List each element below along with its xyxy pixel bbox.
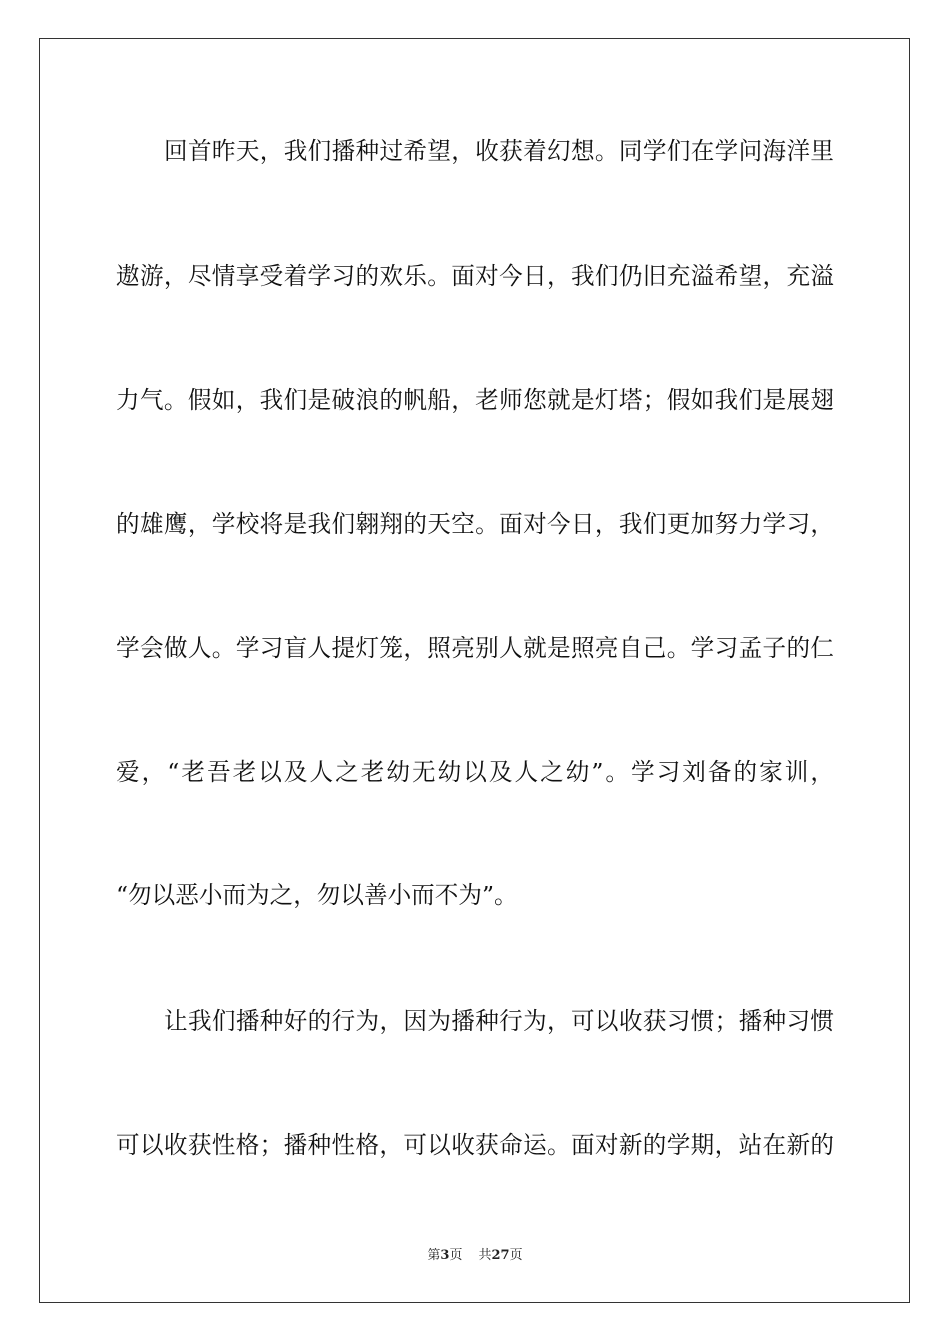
current-page-number: 3 [440, 1248, 450, 1263]
paragraph-1-line-3: 力气。假如，我们是破浪的帆船，老师您就是灯塔；假如我们是展翅 [116, 386, 834, 414]
page-footer [0, 1247, 950, 1265]
page-suffix: 页 [449, 1248, 463, 1263]
page-prefix: 第 [427, 1248, 441, 1263]
paragraph-2-line-1: 让我们播种好的行为，因为播种行为，可以收获习惯；播种习惯 [164, 1007, 834, 1035]
paragraph-1-line-1: 回首昨天，我们播种过希望，收获着幻想。同学们在学问海洋里 [164, 137, 834, 165]
total-suffix: 页 [509, 1248, 523, 1263]
total-page-count: 27 [491, 1248, 510, 1263]
paragraph-1-line-6: 爱，“老吾老以及人之老幼无幼以及人之幼”。学习刘备的家训， [116, 758, 834, 786]
paragraph-1-line-2: 遨游，尽情享受着学习的欢乐。面对今日，我们仍旧充溢希望，充溢 [116, 262, 834, 290]
paragraph-1-line-5: 学会做人。学习盲人提灯笼，照亮别人就是照亮自己。学习孟子的仁 [116, 634, 834, 662]
paragraph-2-line-2: 可以收获性格；播种性格，可以收获命运。面对新的学期，站在新的 [116, 1131, 834, 1159]
paragraph-1-line-7: “勿以恶小而为之，勿以善小而不为”。 [116, 881, 518, 909]
page-border [39, 38, 910, 1303]
total-prefix: 共 [478, 1248, 492, 1263]
paragraph-1-line-4: 的雄鹰，学校将是我们翱翔的天空。面对今日，我们更加努力学习， [116, 510, 834, 538]
